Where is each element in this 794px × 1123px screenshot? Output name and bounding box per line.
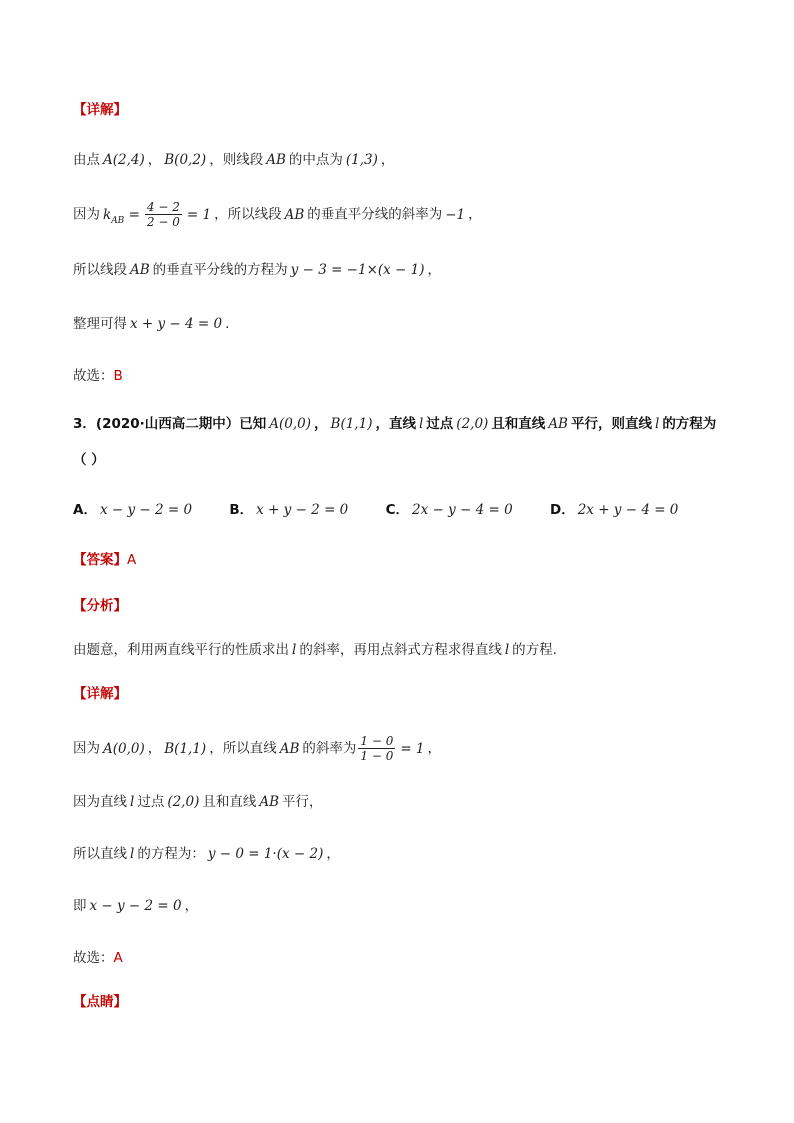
detail-line-midpoint: 由点 A(2,4) ， B(0,2) ，则线段 AB 的中点为 (1,3) ， [73,152,395,168]
heading-text: 【详解】 [73,102,127,118]
math-equation: y − 3 = −1×(x − 1) [290,262,425,278]
question-3-stem: 3．(2020·山西高二期中）已知 A(0,0) ， B(1,1) ，直线 l 过点 (2,0) 且和直线 AB 平行，则直线 l 的方程为 [73,416,717,432]
detail-line-equation: 所以线段 AB 的垂直平分线的方程为 y − 3 = −1×(x − 1) ， [73,262,442,278]
analysis-text: 由题意，利用两直线平行的性质求出 l 的斜率，再用点斜式方程求得直线 l 的方程. [73,642,557,658]
answer-heading: 【答案】 [73,552,127,568]
math-result: x + y − 4 = 0 [130,316,223,332]
detail-heading-2: 【详解】 [73,686,127,702]
question-3-options [73,500,711,520]
answer-value: A [127,552,137,568]
detail-line-slope: 因为 $k_{AB}$ = $\frac{4 - 2}{2 - 0}$ = 1 ，所以线段 AB 的垂直平分线的斜率为 −1 ， [73,200,482,229]
option-d: D． 2x + y − 4 = 0 [549,502,679,518]
detail-line-choice: 故选：B [73,368,123,384]
detail-line-simplify: 整理可得 x + y − 4 = 0 . [73,316,230,332]
comment-heading: 【点睛】 [73,994,127,1010]
detail2-line-slope: 因为 A(0,0) ， B(1,1) ，所以直线 AB 的斜率为 $\frac{1 - 0}{1 - 0}$ = 1 ， [73,734,442,763]
detail2-line-choice: 故选：A [73,950,123,966]
analysis-heading: 【分析】 [73,598,127,614]
option-c: C． 2x − y − 4 = 0 [385,502,513,518]
detail2-line-result: 即 x − y − 2 = 0 ， [73,898,199,914]
detail2-line-parallel: 因为直线 l 过点 (2,0) 且和直线 AB 平行， [73,794,323,810]
choice-answer-2: A [113,950,123,966]
detail-heading-1 [73,100,127,120]
math-slope: $k_{AB}$ = [103,206,140,226]
answer-line [73,550,136,570]
math-point-a: A(2,4) [103,152,145,168]
math-midpoint: (1,3) [345,152,378,168]
question-3-paren: （ ） [73,452,105,468]
fraction-slope: $\frac{4 - 2}{2 - 0}$ [146,200,180,229]
fraction-slope-2: $\frac{1 - 0}{1 - 0}$ [360,734,394,763]
math-point-b: B(0,2) [164,152,207,168]
option-a: A． x − y − 2 = 0 [73,502,193,518]
detail2-line-equation: 所以直线 l 的方程为： y − 0 = 1·(x − 2) ， [73,846,340,862]
option-b: B． x + y − 2 = 0 [229,502,349,518]
choice-answer: B [113,368,123,384]
